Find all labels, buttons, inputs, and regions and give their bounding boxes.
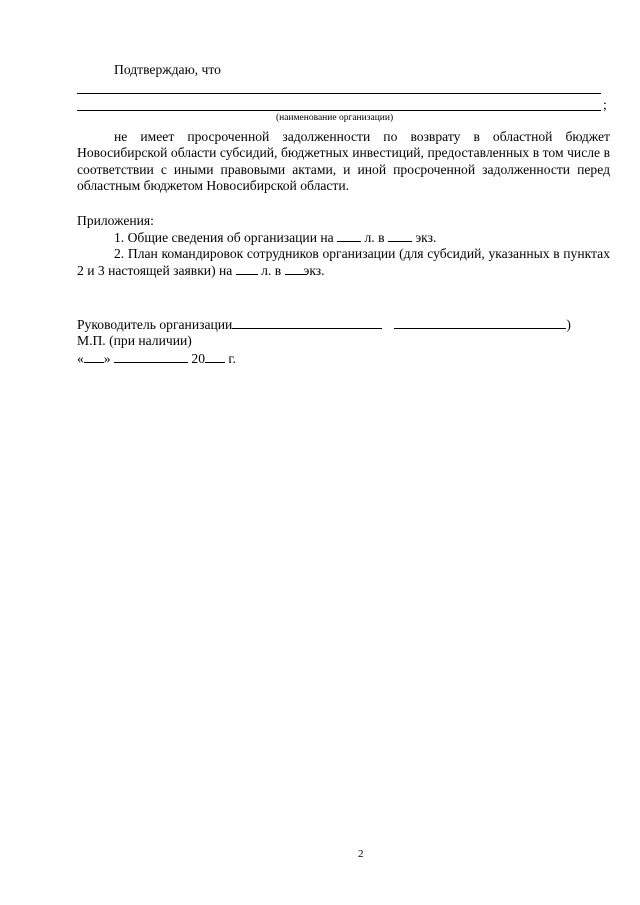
attachment-item-2: [77, 246, 610, 280]
signature-closing-paren: ): [566, 317, 571, 332]
attachment-2-number: 2.: [114, 246, 125, 261]
attachment-2-text: План командировок сотрудников организации (для субсидий, указанных в пунктах 2 и 3 настоящей заявки) на: [77, 246, 610, 279]
seal-text: М.П. (при наличии): [77, 333, 192, 348]
attachment-1-pages-label: л. в: [364, 230, 385, 245]
attachment-1-number: 1.: [114, 230, 125, 245]
date-month-blank[interactable]: [114, 350, 188, 363]
signature-blank[interactable]: [232, 316, 382, 329]
statement-paragraph: не имеет просроченной задолженности по возврату в областной бюджет Новосибирской области субсидий, бюджетных инвестиций, предоставленных в том числе в соответствии с иными правовыми актами, и иной просроченной задолженности перед областным бюджетом Новосибирской области.: [77, 129, 610, 193]
attachment-2-pages-blank[interactable]: [236, 262, 258, 275]
date-year-suffix: г.: [228, 351, 236, 366]
date-quote-open: «: [77, 351, 84, 366]
signature-name-blank[interactable]: [394, 316, 566, 329]
date-row: [77, 350, 236, 367]
org-name-caption: (наименование организации): [276, 113, 394, 123]
attachment-2-pages-label: л. в: [261, 263, 282, 279]
confirm-text: Подтверждаю, что: [114, 62, 221, 77]
statement-block: [77, 129, 610, 194]
attachments-heading: Приложения:: [77, 213, 154, 228]
signature-row: [77, 316, 571, 333]
attachment-item-1: [114, 229, 436, 246]
org-line-semicolon: ;: [603, 97, 607, 112]
attachment-1-copies-label: экз.: [415, 230, 437, 245]
attachment-2-copies-label: экз.: [303, 263, 325, 279]
date-day-blank[interactable]: [84, 350, 104, 363]
attachment-1-text: Общие сведения об организации на: [127, 230, 334, 245]
attachment-1-copies-blank[interactable]: [388, 229, 412, 242]
org-name-line-1: [77, 93, 601, 94]
date-quote-close: »: [103, 351, 111, 366]
attachment-1-pages-blank[interactable]: [337, 229, 361, 242]
date-year-blank[interactable]: [205, 350, 225, 363]
page-number: 2: [358, 848, 364, 860]
signature-label: Руководитель организации: [77, 317, 233, 332]
org-name-line-2: [77, 110, 601, 111]
date-year-prefix: 20: [191, 351, 205, 366]
